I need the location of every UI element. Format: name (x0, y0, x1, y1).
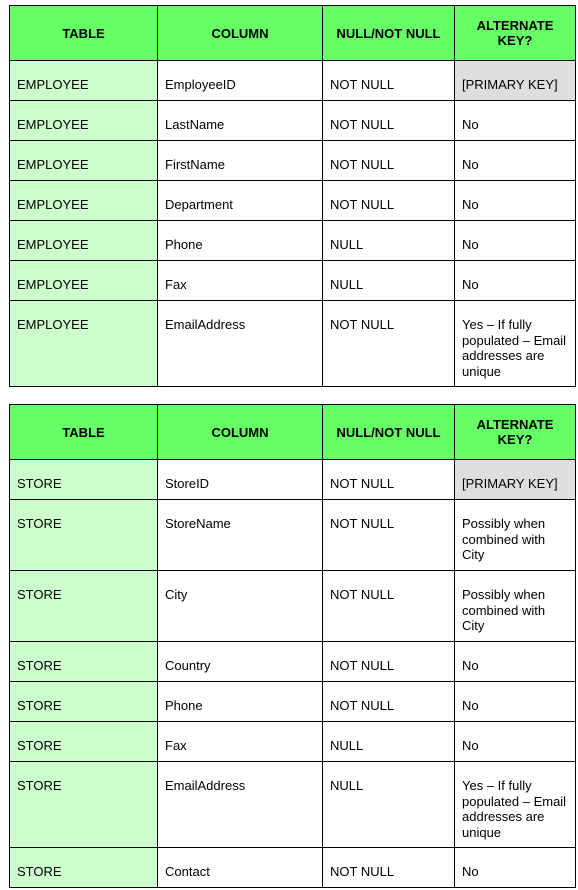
cell-alternate-key: No (455, 682, 576, 722)
cell-table: EMPLOYEE (10, 301, 158, 387)
cell-table: EMPLOYEE (10, 221, 158, 261)
header-row (10, 6, 576, 61)
table-row (10, 682, 576, 722)
cell-nullability: NOT NULL (323, 571, 455, 642)
cell-column: Phone (158, 682, 323, 722)
cell-table: STORE (10, 571, 158, 642)
cell-nullability: NOT NULL (323, 181, 455, 221)
cell-nullability: NOT NULL (323, 682, 455, 722)
table-row (10, 571, 576, 642)
cell-nullability: NULL (323, 261, 455, 301)
cell-alternate-key: No (455, 261, 576, 301)
cell-nullability: NOT NULL (323, 848, 455, 888)
table-row (10, 722, 576, 762)
cell-nullability: NOT NULL (323, 141, 455, 181)
cell-table: STORE (10, 762, 158, 848)
cell-alternate-key: Possibly when combined with City (455, 571, 576, 642)
employee-key-table (9, 5, 576, 387)
cell-table: STORE (10, 848, 158, 888)
table-row (10, 460, 576, 500)
table-row (10, 181, 576, 221)
header-table: TABLE (10, 6, 158, 61)
cell-column: EmployeeID (158, 61, 323, 101)
cell-column: Fax (158, 722, 323, 762)
table-row (10, 141, 576, 181)
cell-table: EMPLOYEE (10, 61, 158, 101)
header-nullability: NULL/NOT NULL (323, 6, 455, 61)
cell-nullability: NOT NULL (323, 301, 455, 387)
cell-column: Contact (158, 848, 323, 888)
cell-alternate-key: Yes – If fully populated – Email addresses are unique (455, 762, 576, 848)
cell-table: STORE (10, 460, 158, 500)
cell-alternate-key: [PRIMARY KEY] (455, 460, 576, 500)
table-row (10, 301, 576, 387)
cell-table: STORE (10, 500, 158, 571)
table-row (10, 500, 576, 571)
table-row (10, 762, 576, 848)
cell-nullability: NULL (323, 221, 455, 261)
cell-column: Fax (158, 261, 323, 301)
header-nullability: NULL/NOT NULL (323, 405, 455, 460)
header-column: COLUMN (158, 405, 323, 460)
cell-alternate-key: No (455, 141, 576, 181)
table-row (10, 261, 576, 301)
table-row (10, 642, 576, 682)
cell-alternate-key: Yes – If fully populated – Email addresses are unique (455, 301, 576, 387)
cell-alternate-key: [PRIMARY KEY] (455, 61, 576, 101)
cell-nullability: NOT NULL (323, 500, 455, 571)
cell-nullability: NOT NULL (323, 642, 455, 682)
cell-nullability: NOT NULL (323, 61, 455, 101)
cell-column: FirstName (158, 141, 323, 181)
cell-nullability: NULL (323, 762, 455, 848)
cell-alternate-key: Possibly when combined with City (455, 500, 576, 571)
cell-column: Country (158, 642, 323, 682)
cell-nullability: NOT NULL (323, 101, 455, 141)
cell-table: EMPLOYEE (10, 181, 158, 221)
cell-alternate-key: No (455, 848, 576, 888)
header-row (10, 405, 576, 460)
header-column: COLUMN (158, 6, 323, 61)
cell-column: EmailAddress (158, 762, 323, 848)
header-alternate-key: ALTERNATE KEY? (455, 6, 576, 61)
cell-alternate-key: No (455, 221, 576, 261)
cell-nullability: NOT NULL (323, 460, 455, 500)
header-alternate-key: ALTERNATE KEY? (455, 405, 576, 460)
cell-column: Phone (158, 221, 323, 261)
cell-alternate-key: No (455, 642, 576, 682)
cell-alternate-key: No (455, 722, 576, 762)
cell-table: EMPLOYEE (10, 141, 158, 181)
cell-column: Department (158, 181, 323, 221)
cell-table: STORE (10, 682, 158, 722)
table-row (10, 61, 576, 101)
cell-table: EMPLOYEE (10, 101, 158, 141)
cell-nullability: NULL (323, 722, 455, 762)
header-table: TABLE (10, 405, 158, 460)
table-row (10, 101, 576, 141)
cell-table: STORE (10, 722, 158, 762)
cell-column: LastName (158, 101, 323, 141)
cell-column: StoreName (158, 500, 323, 571)
cell-column: EmailAddress (158, 301, 323, 387)
table-row (10, 221, 576, 261)
cell-table: EMPLOYEE (10, 261, 158, 301)
cell-table: STORE (10, 642, 158, 682)
table-row (10, 848, 576, 888)
cell-alternate-key: No (455, 181, 576, 221)
cell-column: StoreID (158, 460, 323, 500)
cell-column: City (158, 571, 323, 642)
cell-alternate-key: No (455, 101, 576, 141)
store-key-table (9, 404, 576, 888)
